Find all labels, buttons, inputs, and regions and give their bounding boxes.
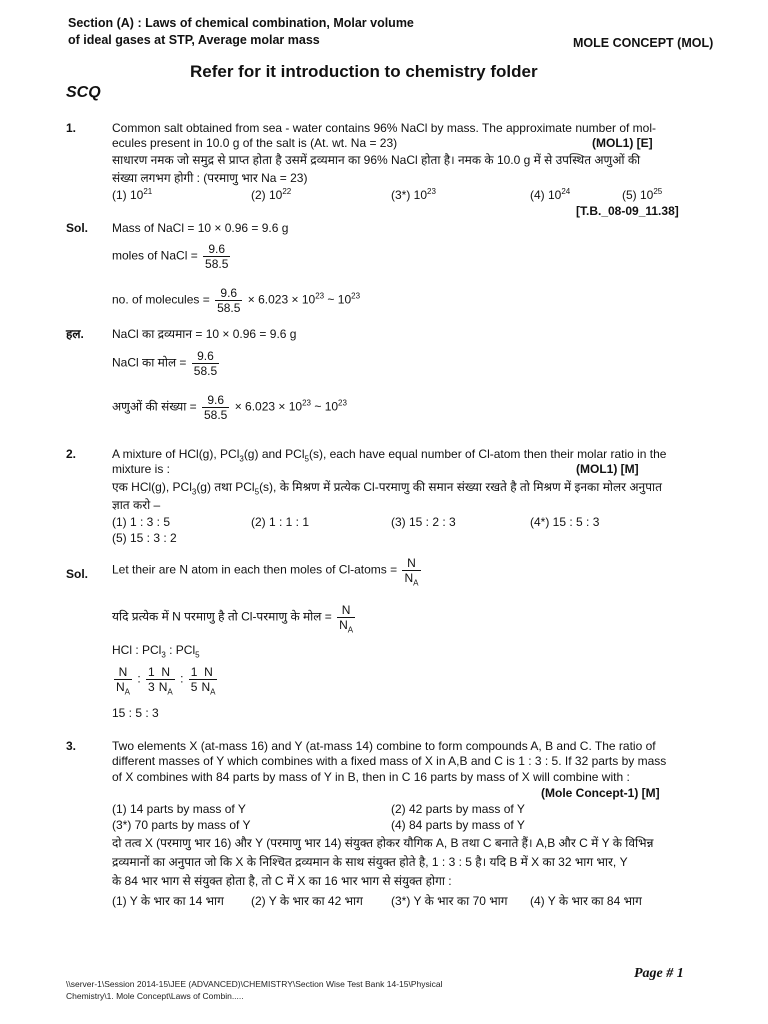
hindi-solution-label: हल.: [66, 327, 84, 341]
hindi-cl-moles-fraction: $\frac{N}{N_A}$: [339, 603, 354, 635]
solution-label: Sol.: [66, 221, 89, 235]
q1-option-3: (3*) $10^{23}$: [391, 187, 436, 202]
sol2-moles-line: Let their are N atom in each then moles of Cl-atoms = $\frac{N}{N_A}$: [112, 556, 419, 588]
q2-english-line1: A mixture of HCl(g), PCl$_3$(g) and PCl$_5$(s), each have equal number of Cl-atom then their molar ratio in the: [112, 447, 667, 464]
q3-hindi-option-1: (1) Y के भार का 14 भाग: [112, 894, 224, 908]
chapter-label: MOLE CONCEPT (MOL): [573, 36, 714, 50]
cl-moles-fraction: $\frac{N}{N_A}$: [404, 556, 419, 588]
sol1-mass-line: Mass of NaCl = 10 × 0.96 = 9.6 g: [112, 221, 289, 235]
q2-hindi-line1: एक HCl(g), PCl$_3$(g) तथा PCl$_5$(s), के मिश्रण में प्रत्येक Cl-परमाणु की समान संख्या रखते है तो मिश्रण में इनका मोलर अनुपात: [112, 480, 662, 497]
ratio-fraction-1: $\frac{N}{N_A}$: [116, 665, 131, 697]
q1-reference: [T.B._08-09_11.38]: [576, 204, 679, 218]
q1-hindi-line2: संख्या लगभग होगी : (परमाणु भार Na = 23): [112, 171, 308, 185]
scq-heading: SCQ: [66, 84, 101, 101]
q1-hindi-line1: साधारण नमक जो समुद्र से प्राप्त होता है उसमें द्रव्यमान का 96% NaCl होता है। नमक के 10.0 g में से उपस्थित अणुओं की: [112, 153, 641, 167]
q3-option-2: (2) 42 parts by mass of Y: [391, 802, 525, 816]
section-heading-line2: of ideal gases at STP, Average molar mass: [68, 33, 320, 47]
q3-english-line3: of X combines with 84 parts by mass of Y in B, then in C 16 parts by mass of X will combine with :: [112, 770, 630, 784]
q3-hindi-option-3: (3*) Y के भार का 70 भाग: [391, 894, 508, 908]
molecules-fraction: $\frac{9.6}{58.5}$: [217, 286, 241, 315]
q3-option-1: (1) 14 parts by mass of Y: [112, 802, 246, 816]
question-number: 1.: [66, 121, 77, 135]
sol2-final-ratio: 15 : 5 : 3: [112, 706, 159, 720]
q3-tag: (Mole Concept-1) [M]: [541, 786, 660, 800]
q1-option-2: (2) $10^{22}$: [251, 187, 292, 202]
q2-option-4: (4*) 15 : 5 : 3: [530, 515, 600, 529]
sol1-molecules-line: no. of molecules = $\frac{9.6}{58.5}$ × $6.023 \times 10^{23}$ ~ $10^{23}$: [112, 286, 361, 315]
q3-english-line1: Two elements X (at-mass 16) and Y (at-mass 14) combine to form compounds A, B and C. The ratio of: [112, 739, 656, 753]
q3-option-3: (3*) 70 parts by mass of Y: [112, 818, 251, 832]
section-heading-line1: Section (A) : Laws of chemical combination, Molar volume: [68, 16, 414, 30]
ratio-fraction-2: $\frac{N}{N_A}$: [158, 665, 173, 697]
hal1-mass-line: NaCl का द्रव्यमान = 10 × 0.96 = 9.6 g: [112, 327, 297, 341]
q1-english-line1: Common salt obtained from sea - water contains 96% NaCl by mass. The approximate number of mol-: [112, 121, 657, 135]
moles-fraction: $\frac{9.6}{58.5}$: [205, 242, 229, 271]
page-number: Page # 1: [634, 966, 684, 981]
q1-option-5: (5) $10^{25}$: [622, 187, 663, 202]
footer-path-line1: \\server-1\Session 2014-15\JEE (ADVANCED)\CHEMISTRY\Section Wise Test Bank 14-15\Physical: [66, 979, 443, 989]
q2-option-3: (3) 15 : 2 : 3: [391, 515, 456, 529]
footer-path-line2: Chemistry\1. Mole Concept\Laws of Combin.....: [66, 991, 244, 1001]
q2-hindi-line2: ज्ञात करो –: [112, 498, 161, 512]
q2-option-5: (5) 15 : 3 : 2: [112, 531, 177, 545]
hindi-molecules-fraction: $\frac{9.6}{58.5}$: [204, 393, 228, 422]
question-number: 2.: [66, 447, 77, 461]
q3-option-4: (4) 84 parts by mass of Y: [391, 818, 525, 832]
ratio-coefficient-1-5: $\frac{1}{5}$: [190, 665, 198, 694]
hindi-moles-fraction: $\frac{9.6}{58.5}$: [193, 349, 218, 378]
sol2-fraction-ratio: $\frac{N}{N_A}$ : $\frac{1}{3}$ $\frac{N}{N_A}$ : $\frac{1}{5}$ $\frac{N}{N_A}$: [116, 665, 216, 697]
q2-english-line2: mixture is :: [112, 462, 171, 476]
page-title: Refer for it introduction to chemistry folder: [190, 62, 538, 81]
solution-label: Sol.: [66, 567, 89, 581]
hal1-molecules-line: अणुओं की संख्या = $\frac{9.6}{58.5}$ × $6.023 \times 10^{23}$ ~ $10^{23}$: [112, 393, 347, 422]
sol2-hindi-line: यदि प्रत्येक में N परमाणु है तो Cl-परमाणु के मोल = $\frac{N}{N_A}$: [112, 603, 354, 635]
q1-option-4: (4) $10^{24}$: [530, 187, 571, 202]
ratio-coefficient-1-3: $\frac{1}{3}$: [148, 665, 155, 694]
q2-option-1: (1) 1 : 3 : 5: [112, 515, 171, 529]
hal1-moles-line: NaCl का मोल = $\frac{9.6}{58.5}$: [112, 349, 218, 378]
q3-hindi-line3: के 84 भार भाग से संयुक्त होता है, तो C में X का 16 भार भाग से संयुक्त होगा :: [112, 874, 452, 888]
q3-english-line2: different masses of Y which combines with a fixed mass of X in A,B and C is 1 : 3 : 5. If 32 parts by mass: [112, 754, 667, 768]
q2-tag: (MOL1) [M]: [576, 462, 639, 476]
q3-hindi-option-4: (4) Y के भार का 84 भाग: [530, 894, 642, 908]
question-number: 3.: [66, 739, 77, 753]
q1-english-line2: ecules present in 10.0 g of the salt is (At. wt. Na = 23): [112, 136, 398, 150]
q3-hindi-option-2: (2) Y के भार का 42 भाग: [251, 894, 363, 908]
q2-option-2: (2) 1 : 1 : 1: [251, 515, 310, 529]
q3-hindi-line2: द्रव्यमानों का अनुपात जो कि X के निश्चित द्रव्यमान के साथ संयुक्त होते है, 1 : 3 : 5 है। यदि B में X का 32 भाग भार, Y: [112, 855, 628, 869]
q1-option-1: (1) $10^{21}$: [112, 187, 153, 202]
q3-hindi-line1: दो तत्व X (परमाणु भार 16) और Y (परमाणु भार 14) संयुक्त होकर यौगिक A, B तथा C बनाते हैं। A,B और C में Y के विभिन्न: [112, 836, 654, 850]
sol2-compound-ratio: HCl : PCl$_3$ : PCl$_5$: [112, 643, 200, 660]
sol1-moles-line: moles of NaCl = $\frac{9.6}{58.5}$: [112, 242, 229, 271]
ratio-fraction-3: $\frac{N}{N_A}$: [201, 665, 216, 697]
q1-tag: (MOL1) [E]: [592, 136, 653, 150]
